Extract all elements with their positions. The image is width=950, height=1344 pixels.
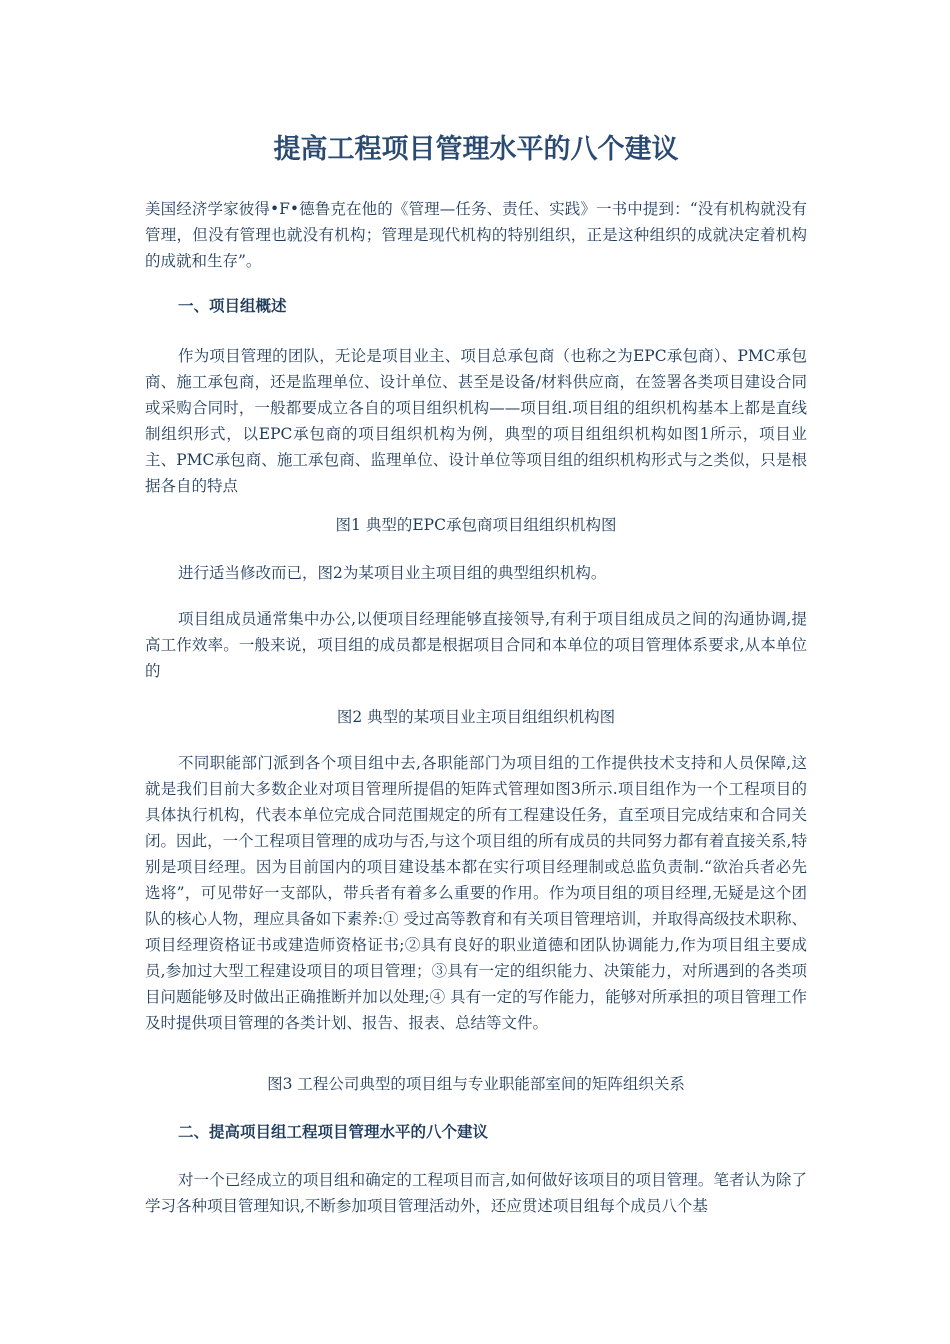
document-title: 提高工程项目管理水平的八个建议 — [273, 134, 679, 165]
figure3-caption: 图3 工程公司典型的项目组与专业职能部室间的矩阵组织关系 — [267, 1075, 685, 1093]
section2-paragraph-1: 对一个已经成立的项目组和确定的工程项目而言,如何做好该项目的项目管理。笔者认为除了学习各种项目管理知识,不断参加项目管理活动外，还应贯述项目组每个成员八个基 — [145, 1171, 807, 1215]
figure2-caption: 图2 典型的某项目业主项目组组织机构图 — [336, 708, 616, 726]
intro-paragraph: 美国经济学家彼得•F•德鲁克在他的《管理—任务、责任、实践》一书中提到：“没有机构就没有管理，但没有管理也就没有机构；管理是现代机构的特别组织，正是这种组织的成就决定着机构的成就和生存”。 — [145, 200, 807, 270]
section1-paragraph-3: 项目组成员通常集中办公,以便项目经理能够直接领导,有利于项目组成员之间的沟通协调,提高工作效率。一般来说，项目组的成员都是根据项目合同和本单位的项目管理体系要求,从本单位的 — [145, 610, 807, 680]
section1-paragraph-1: 作为项目管理的团队，无论是项目业主、项目总承包商（也称之为EPC承包商）、PMC承包商、施工承包商，还是监理单位、设计单位、甚至是设备/材料供应商，在签署各类项目建设合同或采购合同时，一般都要成立各自的项目组织机构——项目组.项目组的组织机构基本上都是直线制组织形式，以EPC承包商的项目组织机构为例，典型的项目组组织机构如图1所示，项目业主、PMC承包商、施工承包商、监理单位、设计单位等项目组的组织机构形式与之类似，只是根据各自的特点 — [145, 347, 807, 495]
section1-heading: 一、项目组概述 — [178, 296, 287, 315]
section1-paragraph-4: 不同职能部门派到各个项目组中去,各职能部门为项目组的工作提供技术支持和人员保障,这就是我们目前大多数企业对项目管理所提倡的矩阵式管理如图3所示.项目组作为一个工程项目的具体执行机构，代表本单位完成合同范围规定的所有工程建设任务，直至项目完成结束和合同关闭。因此，一个工程项目管理的成功与否,与这个项目组的所有成员的共同努力都有着直接关系,特别是项目经理。因为目前国内的项目建设基本都在实行项目经理制或总监负责制.“欲治兵者必先选将”，可见带好一支部队，带兵者有着多么重要的作用。作为项目组的项目经理,无疑是这个团队的核心人物，理应具备如下素养:① 受过高等教育和有关项目管理培训，并取得高级技术职称、项目经理资格证书或建造师资格证书;②具有良好的职业道德和团队协调能力,作为项目组主要成员,参加过大型工程建设项目的项目管理；③具有一定的组织能力、决策能力，对所遇到的各类项目问题能够及时做出正确推断并加以处理;④ 具有一定的写作能力，能够对所承担的项目管理工作及时提供项目管理的各类计划、报告、报表、总结等文件。 — [145, 754, 807, 1032]
section1-paragraph-2: 进行适当修改而已，图2为某项目业主项目组的典型组织机构。 — [178, 564, 607, 582]
section2-heading: 二、提高项目组工程项目管理水平的八个建议 — [178, 1122, 489, 1141]
figure1-caption: 图1 典型的EPC承包商项目组组织机构图 — [335, 516, 617, 534]
